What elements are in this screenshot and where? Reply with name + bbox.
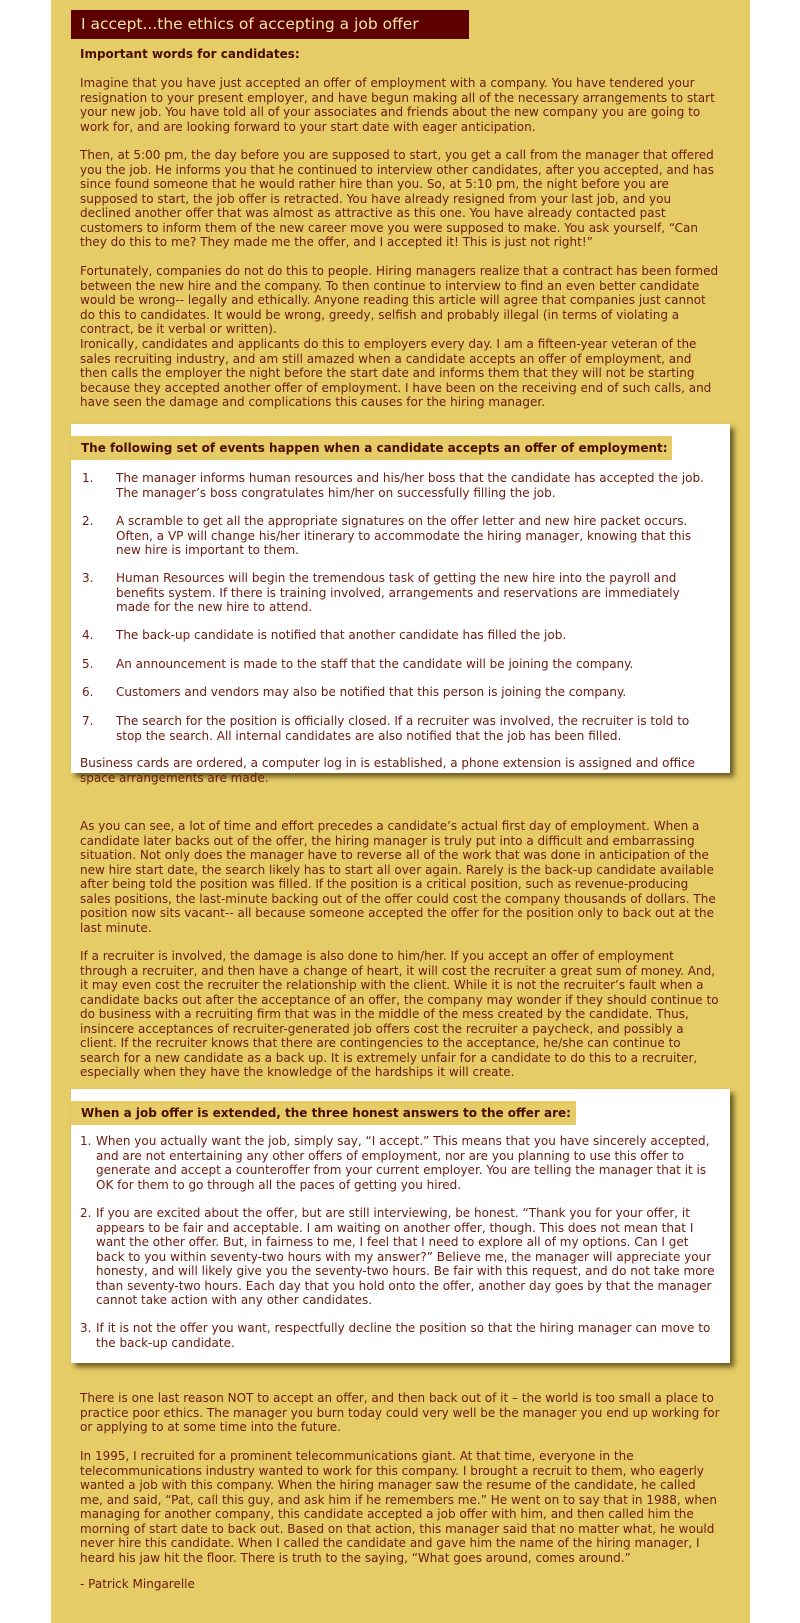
answers-box — [71, 1089, 730, 1363]
list-item-number: 6. — [82, 685, 94, 699]
list-item-text: The manager informs human resources and his/her boss that the candidate has accepted the job. The manager’s boss congratulates him/her on successfully filling the job. — [116, 471, 704, 500]
list-item-number: 2. — [82, 514, 94, 528]
list-item-text: Customers and vendors may also be notified that this person is joining the company. — [116, 685, 627, 699]
list-item-number: 2. — [80, 1206, 92, 1220]
list-item-number: 3. — [82, 571, 94, 585]
paragraph-intro-2: Then, at 5:00 pm, the day before you are supposed to start, you get a call from the manager that offered you the job. He informs you that he continued to interview other candidates, after you accepted, and has since found someone that he would rather hire than you. So, at 5:10 pm, the night before you are supposed to start, the job offer is retracted. You have already resigned from your last job, and you declined another offer that was almost as attractive as this one. You have already contacted past customers to inform them of the new career move you were supposed to make. You ask yourself, “Can they do this to me? They made me the offer, and I accepted it! This is just not right!” — [80, 148, 715, 249]
answers-heading: When a job offer is extended, the three honest answers to the offer are: — [71, 1101, 576, 1125]
intro-heading: Important words for candidates: — [80, 47, 300, 61]
list-item-text: The search for the position is officially closed. If a recruiter was involved, the recruiter is told to stop the search. All internal candidates are also notified that the job has been filled. — [116, 714, 690, 743]
list-item-text: A scramble to get all the appropriate signatures on the offer letter and new hire packet occurs. Often, a VP will change his/her itinerary to accommodate the hiring manager, knowing that this new hire is important to them. — [116, 514, 692, 557]
events-heading: The following set of events happen when a candidate accepts an offer of employment: — [71, 436, 672, 460]
paragraph-intro-1: Imagine that you have just accepted an offer of employment with a company. You have tendered your resignation to your present employer, and have begun making all of the necessary arrangements to start your new job. You have told all of your associates and friends about the new company you are going to work for, and are looking forward to your start date with eager anticipation. — [80, 76, 715, 134]
paragraph-bottom-2: In 1995, I recruited for a prominent telecommunications giant. At that time, everyone in the telecommunications industry wanted to work for this company. I brought a recruit to them, who eagerly wanted a job with this company. When the hiring manager saw the resume of the candidate, he called me, and said, “Pat, call this guy, and ask him if he remembers me.” He went on to say that in 1988, when managing for another company, this candidate accepted a job offer with him, and then called him the morning of start date to back out. Based on that action, this manager said that no matter what, he would never hire this candidate. When I called the candidate and gave him the name of the hiring manager, I heard his jaw hit the floor. There is truth to the saying, “What goes around, comes around.” — [80, 1449, 717, 1565]
events-footer: Business cards are ordered, a computer log in is established, a phone extension is assigned and office space arrangements are made. — [80, 756, 696, 785]
list-item-text: Human Resources will begin the tremendous task of getting the new hire into the payroll and benefits system. If there is training involved, arrangements and reservations are immediately made for the new hire to attend. — [116, 571, 680, 614]
list-item-number: 5. — [82, 657, 94, 671]
list-item-number: 1. — [80, 1134, 92, 1148]
list-item-number: 3. — [80, 1321, 92, 1335]
list-item-text: When you actually want the job, simply say, “I accept.” This means that you have sincerely accepted, and are not entertaining any other offers of employment, nor are you planning to use this offer to generate and accept a counteroffer from your current employer. You are telling the manager that it is OK for them to go through all the paces of getting you hired. — [96, 1134, 710, 1192]
list-item-text: The back-up candidate is notified that another candidate has filled the job. — [116, 628, 567, 642]
events-box — [71, 424, 730, 785]
author-signature: - Patrick Mingarelle — [80, 1577, 195, 1591]
list-item-text: If it is not the offer you want, respectfully decline the position so that the hiring manager can move to the back-up candidate. — [96, 1321, 711, 1350]
paragraph-middle-2: If a recruiter is involved, the damage is also done to him/her. If you accept an offer of employment through a recruiter, and then have a change of heart, it will cost the recruiter a great sum of money. And, it may even cost the recruiter the relationship with the client. While it is not the recruiter’s fault when a candidate backs out after the acceptance of an offer, the company may wonder if they should continue to do business with a recruiting firm that was in the middle of the mess created by the candidate. Thus, insincere acceptances of recruiter-generated job offers cost the recruiter a paycheck, and possibly a client. If the recruiter knows that there are contingencies to the acceptance, he/she can continue to search for a new candidate as a back up. It is extremely unfair for a candidate to do this to a recruiter, especially when they have the knowledge of the hardships it will create. — [80, 949, 719, 1079]
paragraph-middle-1: As you can see, a lot of time and effort precedes a candidate’s actual first day of employment. When a candidate later backs out of the offer, the hiring manager is truly put into a difficult and embarrassing situation. Not only does the manager have to reverse all of the work that was done in anticipation of the new hire start date, the search likely has to start all over again. Rarely is the back-up candidate available after being told the position was filled. If the position is a critical position, such as revenue-producing sales positions, the last-minute backing out of the offer could cost the company thousands of dollars. The position now sits vacant-- all because someone accepted the offer for the position only to back out at the last minute. — [80, 819, 716, 935]
list-item-text: An announcement is made to the staff that the candidate will be joining the company. — [116, 657, 634, 671]
list-item-number: 7. — [82, 714, 94, 728]
paragraph-intro-3: Fortunately, companies do not do this to people. Hiring managers realize that a contract has been formed between the new hire and the company. To then continue to interview to find an even better candidate would be wrong-- legally and ethically. Anyone reading this article will agree that companies just cannot do this to candidates. It would be wrong, greedy, selfish and probably illegal (in terms of violating a contract, be it verbal or written). — [80, 264, 719, 336]
list-item-text: If you are excited about the offer, but are still interviewing, be honest. “Thank you for your offer, it appears to be fair and acceptable. I am waiting on another offer, though. This does not mean that I want the other offer. But, in fairness to me, I feel that I need to explore all of my options. Can I get back to you within seventy-two hours with my answer?” Believe me, the manager will appreciate your honesty, and will likely give you the seventy-two hours. Be fair with this request, and do not take more than seventy-two hours. Each day that you hold onto the offer, another day goes by that the manager cannot take action with any other candidates. — [96, 1206, 715, 1307]
paragraph-intro-4: Ironically, candidates and applicants do this to employers every day. I am a fifteen-year veteran of the sales recruiting industry, and am still amazed when a candidate accepts an offer of employment, and then calls the employer the night before the start date and informs them that they will not be starting because they accepted another offer of employment. I have been on the receiving end of such calls, and have seen the damage and complications this causes for the hiring manager. — [80, 337, 712, 409]
page-title: I accept...the ethics of accepting a job offer — [71, 10, 469, 39]
paragraph-bottom-1: There is one last reason NOT to accept an offer, and then back out of it – the world is too small a place to practice poor ethics. The manager you burn today could very well be the manager you end up working for or applying to at some time into the future. — [80, 1391, 720, 1434]
list-item-number: 4. — [82, 628, 94, 642]
list-item-number: 1. — [82, 471, 94, 485]
article-page — [51, 0, 750, 1623]
